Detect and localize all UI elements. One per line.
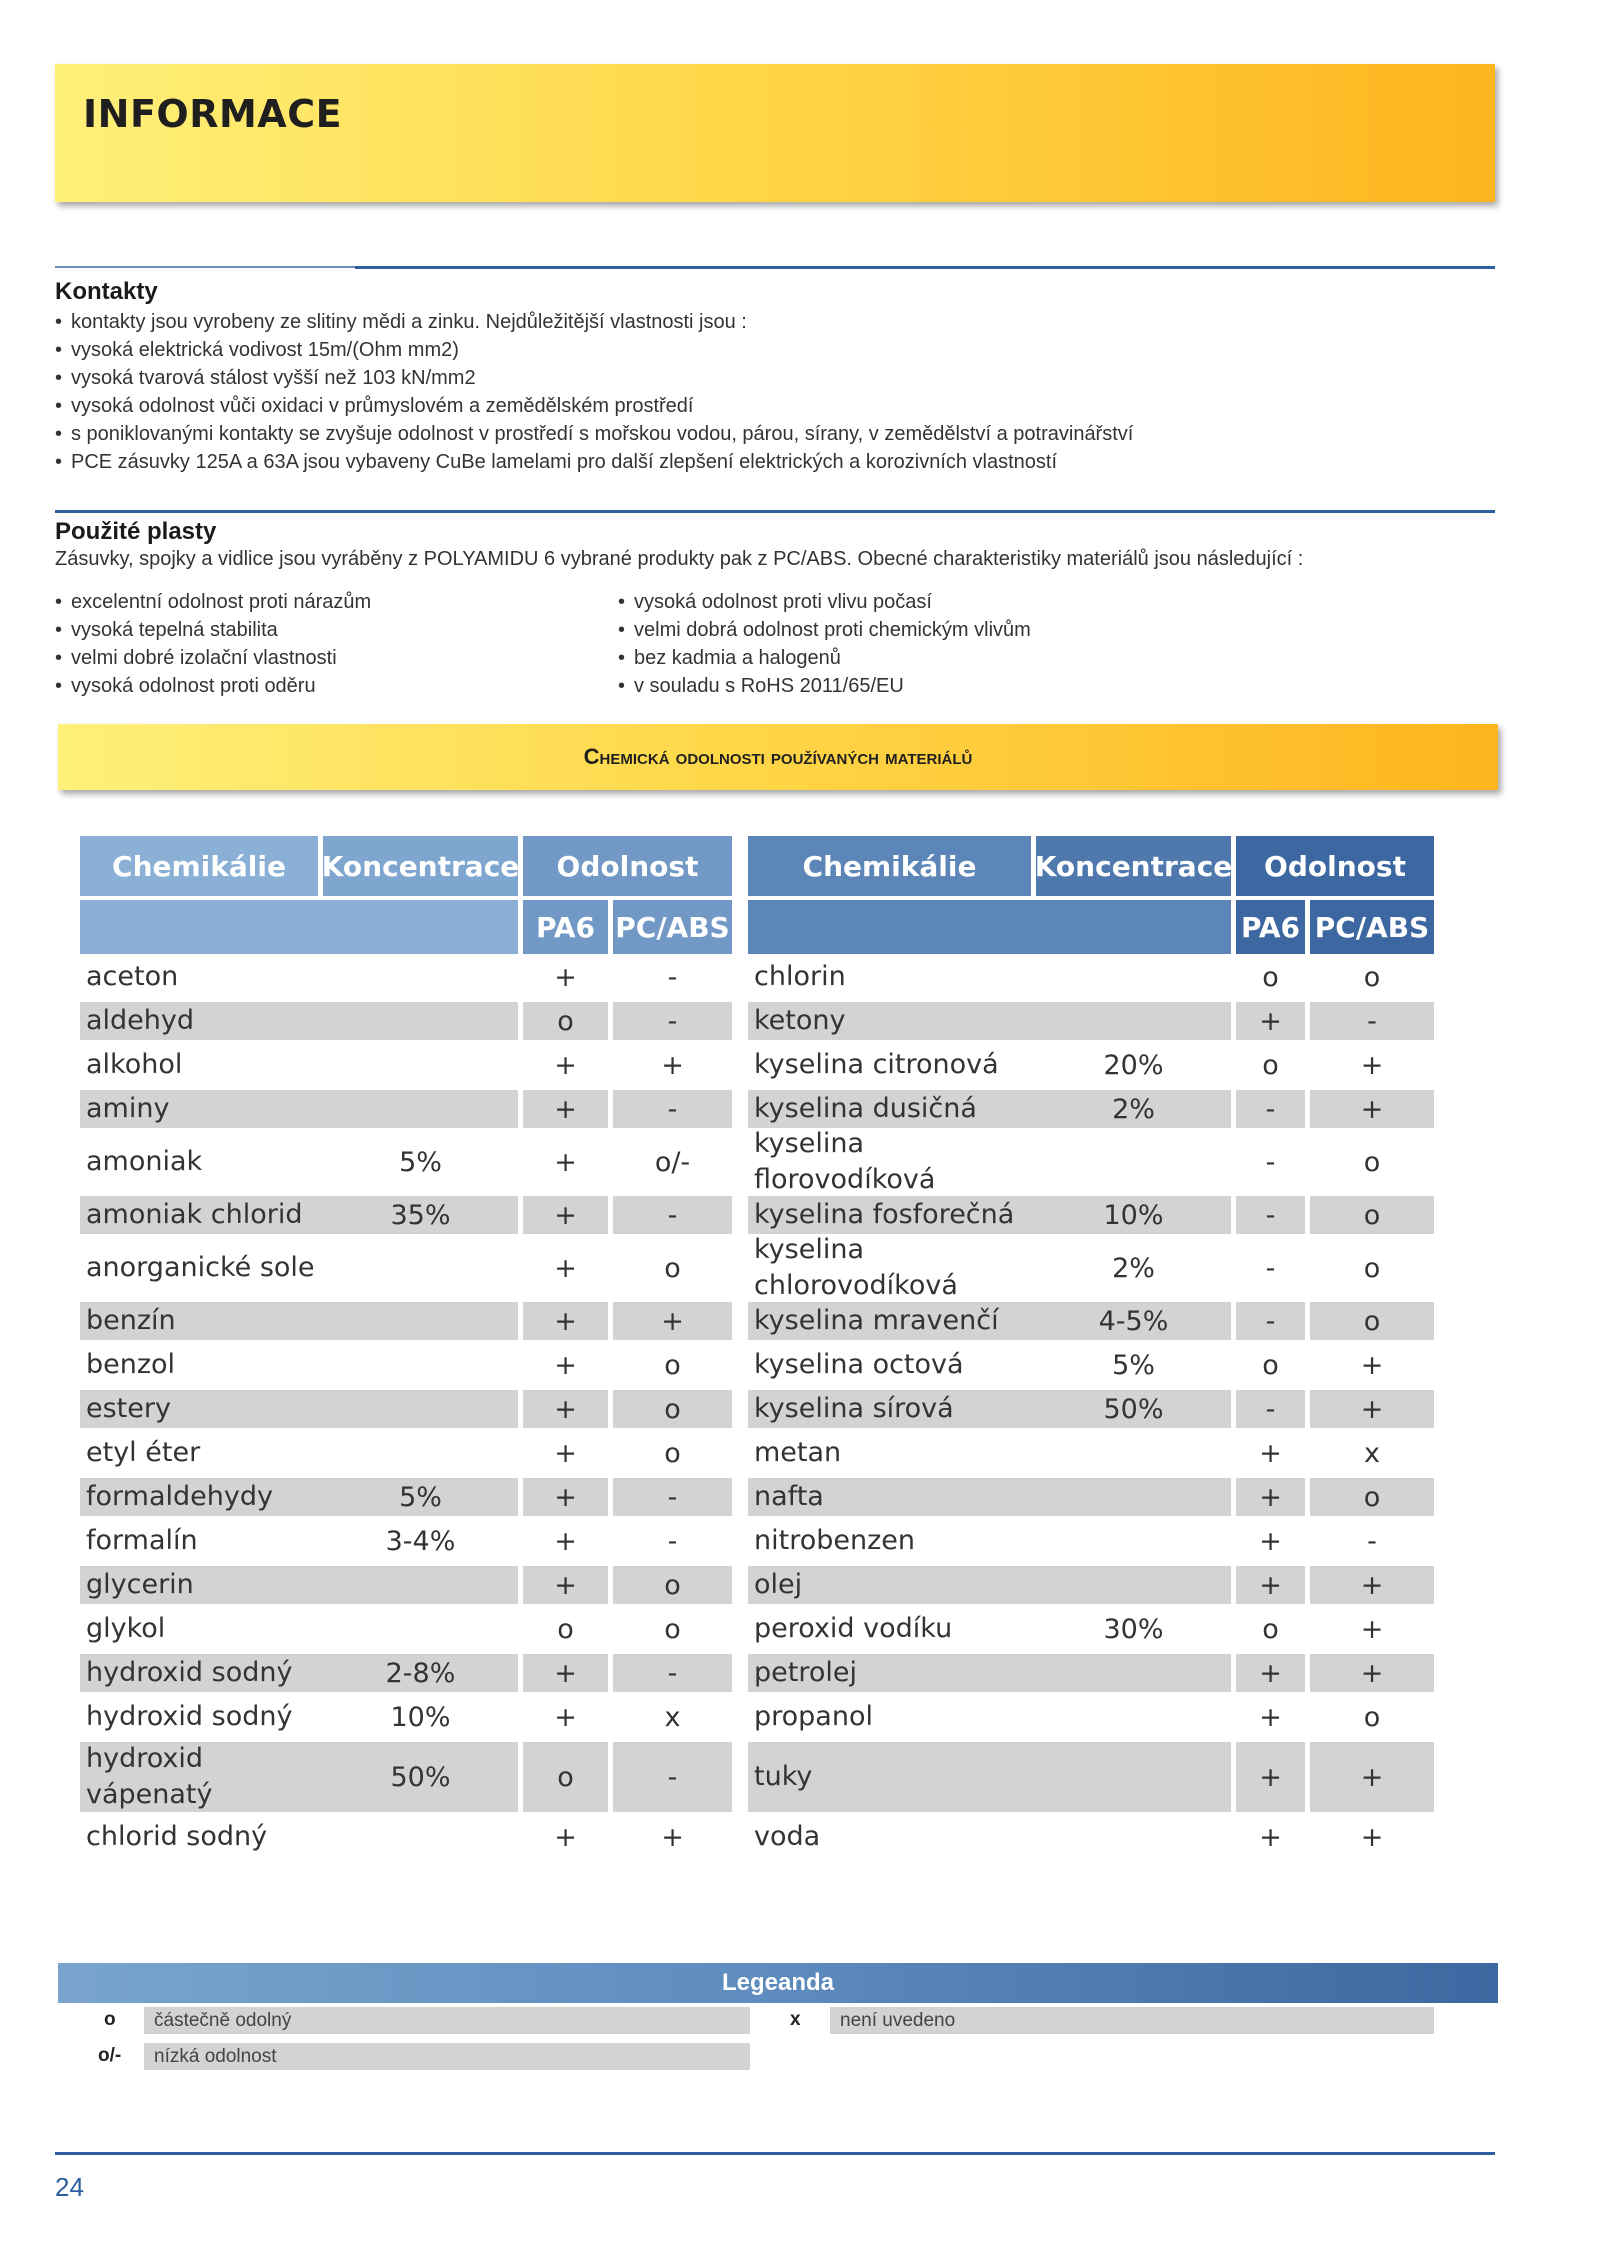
cell-pa6: +: [1236, 1654, 1305, 1692]
section-divider: [55, 510, 1495, 513]
cell-name: benzín: [80, 1302, 324, 1340]
cell-conc: [1036, 1134, 1231, 1190]
section-divider: [55, 266, 355, 268]
table-row: [748, 1346, 1434, 1384]
cell-conc: [323, 1240, 518, 1296]
table-row: [80, 1046, 732, 1084]
cell-pcabs: +: [1360, 1049, 1384, 1081]
header-blank: [80, 900, 518, 954]
table-row: [748, 1566, 1434, 1604]
cell-pa6: +: [1236, 1478, 1305, 1516]
list-item: • vysoká elektrická vodivost 15m/(Ohm mm2): [55, 336, 1133, 364]
cell-conc: [323, 958, 518, 996]
cell-conc: [1036, 1742, 1231, 1812]
cell-pcabs: x: [1364, 1437, 1380, 1469]
cell-conc: 2%: [1112, 1252, 1155, 1284]
cell-pcabs: o: [664, 1349, 681, 1381]
legend-symbol: o/-: [98, 2045, 122, 2066]
table-row: [80, 1196, 732, 1234]
list-item: • vysoká odolnost proti oděru: [55, 672, 371, 700]
cell-pa6: +: [554, 1146, 577, 1178]
header-concentration: Koncentrace: [323, 836, 518, 896]
table-row: [748, 1522, 1434, 1560]
cell-conc: 2-8%: [323, 1654, 518, 1692]
cell-pa6: +: [554, 1349, 577, 1381]
table-row: [748, 1698, 1434, 1736]
cell-pcabs: o/-: [654, 1146, 691, 1178]
cell-name: aldehyd: [80, 1002, 324, 1040]
cell-pa6: o: [523, 1742, 608, 1812]
header-pcabs: PC/ABS: [613, 900, 732, 954]
cell-name: benzol: [86, 1349, 176, 1380]
cell-pcabs: +: [1360, 1821, 1384, 1853]
cell-pcabs: -: [1367, 1525, 1377, 1557]
cell-conc: [323, 1302, 518, 1340]
cell-name: etyl éter: [86, 1437, 201, 1468]
cell-conc: 3-4%: [385, 1525, 456, 1557]
cell-pa6: -: [1236, 1090, 1305, 1128]
table-row: [80, 1654, 732, 1692]
cell-name: voda: [754, 1821, 821, 1852]
cell-conc: [323, 1346, 518, 1384]
cell-name: kyselina citronová: [754, 1049, 999, 1080]
table-row: [80, 1240, 732, 1296]
table-row: [80, 958, 732, 996]
cell-conc: [323, 1046, 518, 1084]
list-item: • vysoká tepelná stabilita: [55, 616, 371, 644]
cell-pcabs: -: [613, 1478, 732, 1516]
cell-pa6: o: [1262, 1049, 1279, 1081]
cell-pcabs: -: [613, 1090, 732, 1128]
cell-pcabs: o: [1310, 1302, 1434, 1340]
cell-pcabs: -: [1310, 1002, 1434, 1040]
cell-name: glycerin: [80, 1566, 324, 1604]
table-row: [748, 1234, 1434, 1301]
page-title: INFORMACE: [83, 92, 343, 136]
header-pa6: PA6: [523, 900, 608, 954]
table-row: [80, 1818, 732, 1856]
section-divider: [355, 266, 1495, 269]
table-row: [80, 1610, 732, 1648]
legend-symbol: o: [104, 2009, 116, 2030]
header-concentration: Koncentrace: [1036, 836, 1231, 896]
cell-pa6: o: [557, 1613, 574, 1645]
cell-pcabs: +: [1360, 1613, 1384, 1645]
cell-name: metan: [754, 1437, 842, 1468]
cell-pcabs: o: [664, 1437, 681, 1469]
header-chemical: Chemikálie: [80, 836, 318, 896]
table-row: [80, 1522, 732, 1560]
cell-name: ketony: [748, 1002, 1037, 1040]
footer-divider: [55, 2152, 1495, 2155]
cell-name: tuky: [748, 1742, 1037, 1812]
table-row: [748, 1046, 1434, 1084]
table-row: [748, 1610, 1434, 1648]
table-row: [748, 1654, 1434, 1692]
cell-pa6: +: [523, 1654, 608, 1692]
cell-conc: 2%: [1036, 1090, 1231, 1128]
cell-name: kyselina sírová: [748, 1390, 1037, 1428]
cell-pa6: -: [1236, 1196, 1305, 1234]
header-resistance: Odolnost: [1236, 836, 1434, 896]
cell-name: olej: [748, 1566, 1037, 1604]
cell-pcabs: o: [1363, 1146, 1381, 1178]
cell-conc: [323, 1390, 518, 1428]
cell-conc: [323, 1818, 518, 1856]
cell-conc: [323, 1566, 518, 1604]
cell-conc: 4-5%: [1036, 1302, 1231, 1340]
cell-name: kyselina mravenčí: [748, 1302, 1037, 1340]
table-row: [748, 1302, 1434, 1340]
cell-name: amoniak chlorid: [80, 1196, 324, 1234]
cell-conc: 10%: [1036, 1196, 1231, 1234]
plastics-list-left: [55, 588, 371, 700]
cell-pa6: +: [554, 1437, 577, 1469]
cell-pcabs: o: [1310, 1478, 1434, 1516]
table-row: [748, 1002, 1434, 1040]
cell-conc: 30%: [1103, 1613, 1164, 1645]
cell-pa6: o: [1262, 961, 1279, 993]
cell-name: hydroxid sodný: [86, 1701, 293, 1732]
cell-conc: 20%: [1103, 1049, 1164, 1081]
cell-name: kyselina chlorovodíková: [754, 1234, 958, 1301]
cell-pa6: +: [523, 1478, 608, 1516]
cell-name: amoniak: [86, 1146, 203, 1177]
cell-name: estery: [80, 1390, 324, 1428]
list-item: • excelentní odolnost proti nárazům: [55, 588, 371, 616]
table-row: [748, 1390, 1434, 1428]
cell-pa6: +: [1259, 1821, 1282, 1853]
cell-pcabs: o: [664, 1613, 681, 1645]
cell-conc: [1036, 1522, 1231, 1560]
cell-conc: 5%: [323, 1478, 518, 1516]
cell-pcabs: -: [613, 1002, 732, 1040]
plastics-title: Použité plasty: [55, 518, 217, 545]
cell-conc: 10%: [390, 1701, 451, 1733]
cell-name: hydroxid vápenatý: [80, 1742, 324, 1812]
cell-pa6: +: [1236, 1566, 1305, 1604]
cell-name: chlorid sodný: [86, 1821, 268, 1852]
cell-pa6: +: [523, 1302, 608, 1340]
cell-pa6: +: [1259, 1525, 1282, 1557]
cell-pa6: o: [1262, 1349, 1279, 1381]
table-row: [748, 1818, 1434, 1856]
cell-conc: 50%: [323, 1742, 518, 1812]
cell-pcabs: o: [1363, 961, 1381, 993]
cell-conc: 5%: [399, 1146, 442, 1178]
cell-pcabs: -: [613, 1742, 732, 1812]
cell-name: nafta: [748, 1478, 1037, 1516]
table-row: [748, 1090, 1434, 1128]
cell-pa6: -: [1236, 1390, 1305, 1428]
cell-conc: [1036, 1002, 1231, 1040]
table-row: [748, 1128, 1434, 1195]
table-row: [748, 1742, 1434, 1812]
cell-pa6: +: [523, 1090, 608, 1128]
cell-pa6: +: [523, 1196, 608, 1234]
cell-pa6: +: [1259, 1701, 1282, 1733]
cell-pcabs: x: [664, 1701, 681, 1733]
cell-pcabs: +: [1310, 1390, 1434, 1428]
cell-pcabs: +: [1310, 1742, 1434, 1812]
cell-pa6: +: [554, 1821, 577, 1853]
cell-name: kyselina dusičná: [748, 1090, 1037, 1128]
table-row: [748, 958, 1434, 996]
list-item: • PCE zásuvky 125A a 63A jsou vybaveny CuBe lamelami pro další zlepšení elektrických a korozivních vlastností: [55, 448, 1133, 476]
cell-conc: [1036, 1478, 1231, 1516]
cell-pa6: +: [554, 961, 577, 993]
cell-pa6: -: [1265, 1146, 1276, 1178]
page-number: 24: [55, 2172, 84, 2202]
cell-conc: 50%: [1036, 1390, 1231, 1428]
table-row: [80, 1134, 732, 1190]
cell-name: formaldehydy: [80, 1478, 324, 1516]
chem-section-title: Chemická odolnosti používaných materiálů: [583, 744, 973, 769]
cell-name: petrolej: [748, 1654, 1037, 1692]
cell-pa6: +: [554, 1252, 577, 1284]
header-pcabs: PC/ABS: [1310, 900, 1434, 954]
cell-name: kyselina octová: [754, 1349, 964, 1380]
cell-name: aceton: [86, 961, 179, 992]
cell-conc: [323, 1002, 518, 1040]
cell-pcabs: +: [661, 1049, 684, 1081]
cell-pcabs: o: [613, 1566, 732, 1604]
cell-name: formalín: [86, 1525, 198, 1556]
cell-conc: [323, 1610, 518, 1648]
header-resistance: Odolnost: [523, 836, 732, 896]
list-item: • kontakty jsou vyrobeny ze slitiny mědi a zinku. Nejdůležitější vlastnosti jsou :: [55, 308, 1133, 336]
list-item: • vysoká tvarová stálost vyšší než 103 kN/mm2: [55, 364, 1133, 392]
list-item: • velmi dobré izolační vlastnosti: [55, 644, 371, 672]
cell-name: chlorin: [754, 961, 846, 992]
cell-pa6: o: [523, 1002, 608, 1040]
cell-conc: [1036, 1434, 1231, 1472]
cell-pcabs: -: [667, 961, 678, 993]
table-row: [80, 1090, 732, 1128]
cell-conc: [1036, 1818, 1231, 1856]
header-banner: [55, 64, 1495, 202]
cell-pa6: o: [1262, 1613, 1279, 1645]
cell-name: alkohol: [86, 1049, 183, 1080]
table-row: [80, 1566, 732, 1604]
cell-conc: [323, 1434, 518, 1472]
cell-name: propanol: [754, 1701, 873, 1732]
legend-title: Legeanda: [58, 1963, 1498, 2003]
cell-pcabs: o: [664, 1252, 681, 1284]
list-item: • vysoká odolnost proti vlivu počasí: [618, 588, 1031, 616]
cell-name: nitrobenzen: [754, 1525, 915, 1556]
cell-name: anorganické sole: [86, 1252, 315, 1283]
cell-pcabs: +: [1310, 1566, 1434, 1604]
cell-pcabs: +: [661, 1821, 684, 1853]
cell-pcabs: o: [613, 1390, 732, 1428]
cell-pa6: +: [1236, 1002, 1305, 1040]
table-row: [748, 1478, 1434, 1516]
plastics-intro: Zásuvky, spojky a vidlice jsou vyráběny z POLYAMIDU 6 vybrané produkty pak z PC/ABS. Obecné charakteristiky materiálů jsou následující :: [55, 548, 1304, 570]
cell-conc: [323, 1090, 518, 1128]
cell-pa6: -: [1265, 1252, 1276, 1284]
table-row: [748, 1434, 1434, 1472]
cell-pa6: +: [1236, 1742, 1305, 1812]
table-row: [80, 1742, 732, 1812]
cell-name: kyselina fosforečná: [748, 1196, 1037, 1234]
table-row: [80, 1478, 732, 1516]
table-row: [80, 1346, 732, 1384]
cell-pa6: +: [1259, 1437, 1282, 1469]
table-row: [80, 1698, 732, 1736]
cell-pcabs: +: [1310, 1090, 1434, 1128]
legend-text: částečně odolný: [144, 2007, 750, 2034]
table-row: [80, 1302, 732, 1340]
cell-pcabs: o: [1363, 1252, 1381, 1284]
cell-name: aminy: [80, 1090, 324, 1128]
cell-name: kyselina florovodíková: [754, 1128, 936, 1195]
cell-conc: [1036, 1566, 1231, 1604]
cell-conc: 5%: [1112, 1349, 1155, 1381]
contacts-list: [55, 308, 1133, 476]
cell-pcabs: o: [1363, 1701, 1381, 1733]
cell-conc: [1036, 1654, 1231, 1692]
cell-pcabs: +: [1360, 1349, 1384, 1381]
cell-pcabs: -: [667, 1525, 678, 1557]
list-item: • bez kadmia a halogenů: [618, 644, 1031, 672]
cell-name: hydroxid sodný: [80, 1654, 324, 1692]
cell-pa6: +: [554, 1049, 577, 1081]
cell-pa6: -: [1236, 1302, 1305, 1340]
cell-pcabs: o: [1310, 1196, 1434, 1234]
legend-symbol: x: [790, 2009, 801, 2030]
cell-pa6: +: [554, 1701, 577, 1733]
list-item: • v souladu s RoHS 2011/65/EU: [618, 672, 1031, 700]
cell-conc: [1036, 958, 1231, 996]
header-chemical: Chemikálie: [748, 836, 1031, 896]
plastics-list-right: [618, 588, 1031, 700]
list-item: • vysoká odolnost vůči oxidaci v průmyslovém a zemědělském prostředí: [55, 392, 1133, 420]
header-pa6: PA6: [1236, 900, 1305, 954]
cell-pa6: +: [523, 1390, 608, 1428]
chem-section-banner: [58, 724, 1498, 790]
cell-pcabs: +: [1310, 1654, 1434, 1692]
header-blank: [748, 900, 1231, 954]
cell-name: peroxid vodíku: [754, 1613, 953, 1644]
legend-text: nízká odolnost: [144, 2043, 750, 2070]
cell-pcabs: -: [613, 1196, 732, 1234]
cell-pa6: +: [554, 1525, 577, 1557]
list-item: • s poniklovanými kontakty se zvyšuje odolnost v prostředí s mořskou vodou, párou, sírany, v zemědělství a potravinářství: [55, 420, 1133, 448]
legend-text: není uvedeno: [830, 2007, 1434, 2034]
cell-pcabs: +: [613, 1302, 732, 1340]
contacts-title: Kontakty: [55, 278, 158, 305]
cell-name: glykol: [86, 1613, 166, 1644]
cell-conc: 35%: [323, 1196, 518, 1234]
list-item: • velmi dobrá odolnost proti chemickým vlivům: [618, 616, 1031, 644]
table-row: [80, 1002, 732, 1040]
table-row: [80, 1434, 732, 1472]
cell-conc: [1036, 1698, 1231, 1736]
table-row: [80, 1390, 732, 1428]
table-row: [748, 1196, 1434, 1234]
cell-pcabs: -: [613, 1654, 732, 1692]
cell-pa6: +: [523, 1566, 608, 1604]
